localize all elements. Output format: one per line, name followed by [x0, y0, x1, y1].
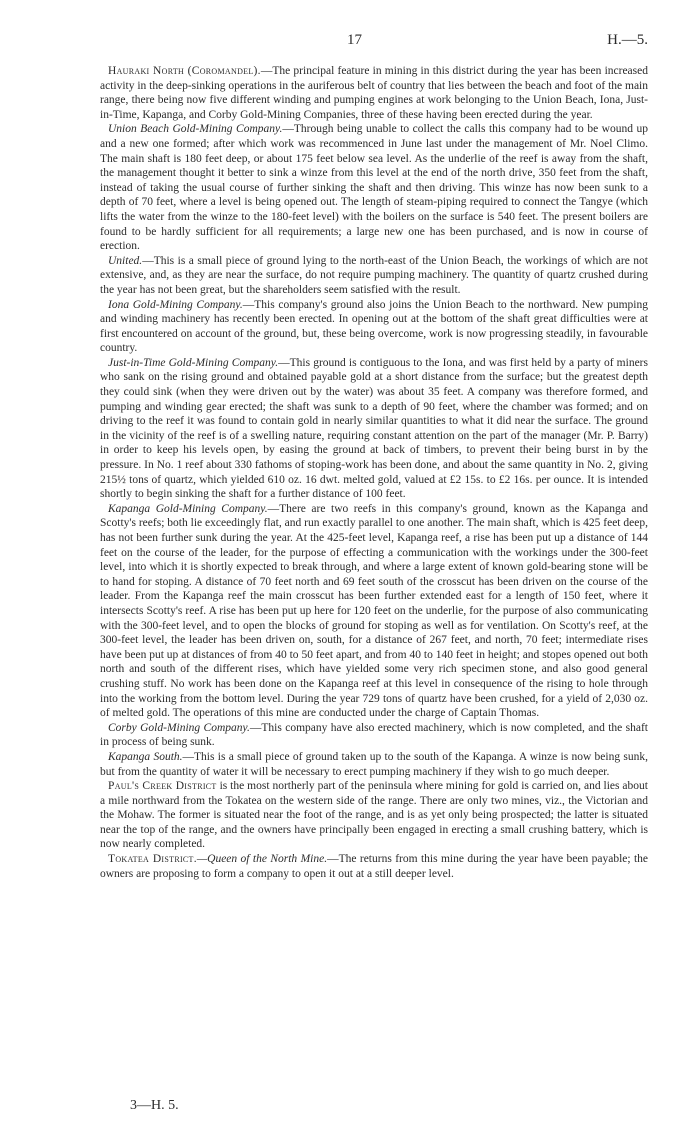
- paragraph-corby: [100, 721, 648, 750]
- paragraph-text: —This company's ground also joins the Union Beach to the northward. New pumping and winding machinery has recently been erected. In opening out at the bottom of the shaft great difficulties were at first encountered on account of the ground, but, these being overcome, work is now progressing steadily, in favourable country.: [100, 298, 648, 355]
- document-reference: H.—5.: [607, 32, 648, 48]
- paragraph-text: —There are two reefs in this company's ground, known as the Kapanga and Scotty's reefs; both lie exceedingly flat, and run exactly parallel to one another. The main shaft, which is 425 feet deep, has not been further sunk during the year. At the 425-feet level, Kapanga reef, a rise has been put up a distance of 144 feet on the course of the leader, for the purpose of effecting a communication with the workings under the 300-feet level, into which it is shortly expected to break through, and where a large extent of known gold-bearing stone will be to hand for stoping. A distance of 70 feet north and 69 feet south of the crosscut has been driven on the course of the leader. From the Kapanga reef the main crosscut has been further extended east for a length of 150 feet, where it intersects Scotty's reef. A rise has been put up here for 120 feet on the underlie, for the purpose of also communicating with the 300-feet level, and to open the blocks of ground for stoping as well as for ventilation. On Scotty's reef, at the 300-feet level, the leader has been driven on, south, for a distance of 267 feet, and north, 70 feet; intermediate rises have been put up at distances of from 40 to 50 feet apart, and from 40 to 140 feet in height; and stopes opened out both north and south of the different rises, which have yielded some very rich specimen stone, and also good general crushing stuff. No work has been done on the Kapanga reef at this level in consequence of the rising to hole through into the working from the bottom level. During the year 729 tons of quartz have been crushed, for a yield of 2,030 oz. of melted gold. The operations of this mine are conducted under the charge of Captain Thomas.: [100, 502, 648, 720]
- paragraph-text: —The principal feature in mining in this district during the year has been increased activity in the deep-sinking operations in the auriferous belt of country that lies between the beach and foot of the main range, there being now five different winding and pumping engines at work belonging to the Union Beach, Iona, Just-in-Time, Kapanga, and Corby Gold-Mining Companies, three of these having been erected during the year.: [100, 65, 648, 121]
- paragraph-just-in-time: [100, 356, 648, 502]
- section-heading: Tokatea District.: [108, 853, 197, 866]
- paragraph-tokatea: [100, 852, 648, 881]
- section-heading: Paul's Creek District: [108, 780, 217, 793]
- page-header: [100, 32, 648, 52]
- paragraph-union-beach: [100, 122, 648, 253]
- paragraph-text: —This company have also erected machinery, which is now completed, and the shaft in process of being sunk.: [100, 721, 649, 749]
- paragraph-hauraki-north: [100, 64, 648, 122]
- paragraph-text: —The returns from this mine during the year have been payable; the owners are proposing to form a company to open it out at a still deeper level.: [100, 853, 649, 880]
- company-heading: Kapanga South.: [108, 750, 183, 763]
- paragraph-kapanga: [100, 502, 648, 721]
- company-heading: Just-in-Time Gold-Mining Company.: [108, 356, 279, 369]
- paragraph-text: is the most northerly part of the peninsula where mining for gold is carried on, and lies about a mile northward from the Tokatea on the western side of the range. There are only two mines, viz., the Victorian and the Mohaw. The former is situated near the foot of the range, and is as yet only being prospected; the latter is situated near the top of the range, and the owners have principally been engaged in erecting a small crushing battery, which is now nearly completed.: [100, 780, 648, 851]
- company-heading: United.: [108, 254, 143, 267]
- paragraph-text: —This ground is contiguous to the Iona, and was first held by a party of miners who sank on the rising ground and obtained payable gold at a short distance from the surface; but the greatest depth they could sink (when they were driven out by the water) was about 35 feet. A company was therefore formed, and pumping and winding gear erected; the shaft was sunk to a depth of 90 feet, where the chamber was formed; and on driving to the reef it was found to contain gold in nearly similar quantities to what it did near the surface. The ground in the vicinity of the reef is of a swelling nature, requiring constant attention on the part of the manager (Mr. P. Barry) in order to keep his levels open, by easing the ground at back of timbers, to prevent their being burst in by the pressure. In No. 1 reef about 330 fathoms of stoping-work has been done, and about the same quantity in No. 2, giving 215½ tons of quartz, which yielded 610 oz. 16 dwt. melted gold, valued at £2 15s. to £2 16s. per ounce. It is intended shortly to begin sinking the shaft for a further distance of 100 feet.: [100, 356, 648, 501]
- company-heading: Corby Gold-Mining Company.: [108, 721, 250, 734]
- company-heading: Union Beach Gold-Mining Company.: [108, 123, 283, 136]
- paragraph-iona: [100, 298, 648, 356]
- paragraph-text: —This is a small piece of ground lying to the north-east of the Union Beach, the workings of which are not extensive, and, as they are near the surface, do not require pumping machinery. The quantity of quartz crushed during the year has not been great, but the shareholders seem satisfied with the result.: [100, 254, 648, 296]
- company-heading: Kapanga Gold-Mining Company.: [108, 502, 268, 515]
- paragraph-united: [100, 254, 648, 298]
- page-number: 17: [347, 32, 362, 48]
- mine-heading: —Queen of the North Mine.: [196, 853, 328, 866]
- company-heading: Iona Gold-Mining Company.: [108, 298, 243, 311]
- paragraph-kapanga-south: [100, 750, 648, 779]
- paragraph-text: —Through being unable to collect the calls this company had to be wound up and a new one formed; after which work was recommenced in June last under the management of Mr. Noel Climo. The main shaft is 180 feet deep, or about 175 feet below sea level. As the underlie of the reef is away from the shaft, the management thought it better to sink a winze from this level at the end of the north drive, 350 feet from the shaft, instead of taking the usual course of further sinking the shaft and then driving. This winze has now been sunk to a depth of 70 feet, where a level is being opened out. The length of steam-piping required to connect the Tangye (which lifts the water from the winze to the 180-feet level) with the boilers on the surface is 540 feet. The present boilers are found to be hardly sufficient for all requirements; a large new one has been purchased, and is now in course of erection.: [100, 123, 648, 253]
- body-text: [100, 64, 648, 881]
- signature-mark: 3—H. 5.: [130, 1098, 179, 1113]
- section-heading: Hauraki North (Coromandel).: [108, 65, 261, 77]
- paragraph-pauls-creek: [100, 779, 648, 852]
- paragraph-text: —This is a small piece of ground taken up to the south of the Kapanga. A winze is now being sunk, but from the quantity of water it will be necessary to erect pumping machinery if they wish to go much deeper.: [100, 750, 648, 778]
